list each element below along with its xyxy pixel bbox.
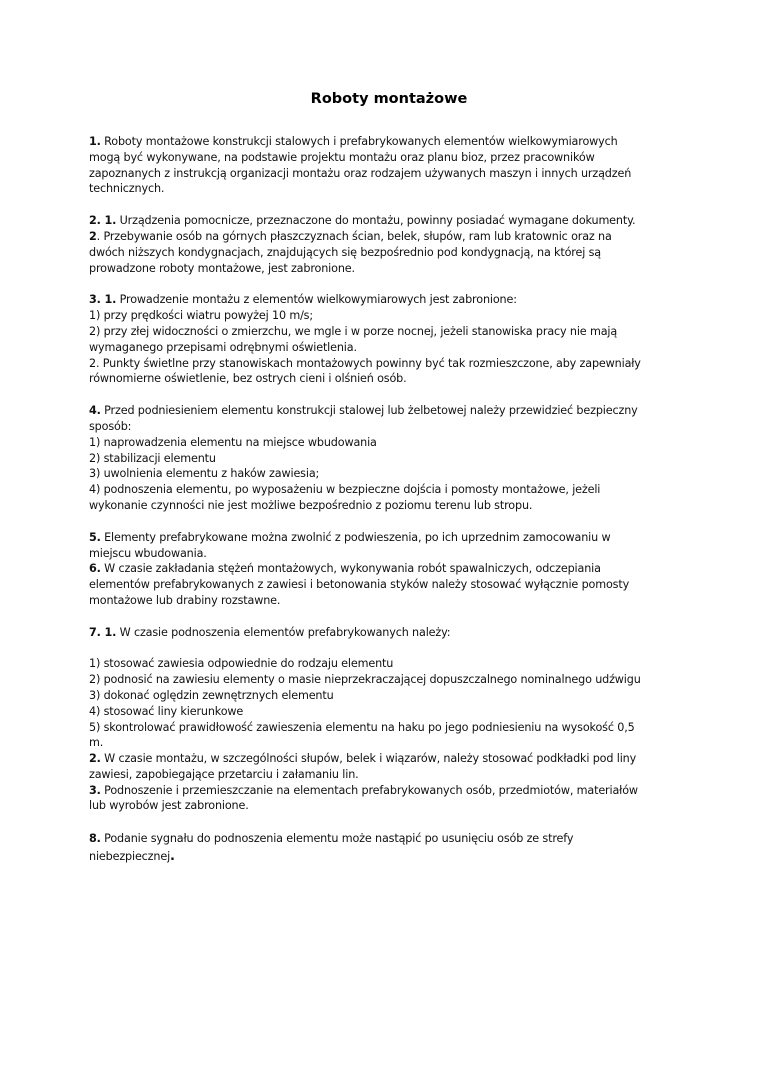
section-s2 [89,213,689,276]
paragraph-line [89,625,689,641]
paragraph-line [89,308,689,324]
line-text: elementów prefabrykowanych z zawiesi i betonowania styków należy stosować wyłącznie pomosty [89,578,630,592]
paragraph-line [89,403,689,419]
line-text: montażowe lub drabiny rozstawne. [89,593,281,607]
line-text: prowadzone roboty montażowe, jest zabronione. [89,261,355,275]
line-text: 3) uwolnienia elementu z haków zawiesia; [89,467,320,481]
paragraph-line [89,767,689,783]
item-number: 2. [89,752,101,766]
paragraph-line [89,688,689,704]
line-text: Urządzenia pomocnicze, przeznaczone do montażu, powinny posiadać wymagane dokumenty. [116,214,636,228]
document-title: Roboty montażowe [310,91,468,107]
paragraph-line [89,261,689,277]
item-number: 3. [89,783,101,797]
line-text: 2. Punkty świetlne przy stanowiskach montażowych powinny być tak rozmieszczone, aby zapewniały [89,356,641,370]
paragraph-line [89,356,689,372]
item-number: 2. 1. [89,214,117,228]
line-text: niebezpiecznej [89,850,171,864]
section-s1 [89,134,689,197]
line-text: W czasie zakładania stężeń montażowych, wykonywania robót spawalniczych, odczepiania [100,562,601,576]
paragraph-line [89,213,689,229]
paragraph-line [89,735,689,751]
line-text: sposób: [89,419,132,433]
paragraph-line [89,577,689,593]
item-number: 5. [89,530,101,544]
line-text: Podanie sygnału do podnoszenia elementu może nastąpić po usunięciu osób ze strefy [100,832,574,846]
paragraph-line [89,166,689,182]
line-text: lub wyrobów jest zabronione. [89,799,249,813]
line-text: 2) przy złej widoczności o zmierzchu, we mgle i w porze nocnej, jeżeli stanowiska pracy nie mają [89,324,618,338]
paragraph-line [89,419,689,435]
paragraph-line [89,830,689,848]
paragraph-line [89,229,689,245]
line-text: 3) dokonać oględzin zewnętrznych elementu [89,688,334,702]
item-number: 1. [89,135,101,148]
line-text: 1) stosować zawiesia odpowiednie do rodzaju elementu [89,657,394,671]
line-text: technicznych. [89,182,165,196]
line-text: miejscu wbudowania. [89,546,207,560]
line-text: dwóch niższych kondygnacjach, znajdujących się bezpośrednio pod kondygnacją, na której są [89,245,601,259]
line-text: m. [89,736,104,750]
paragraph-line [89,498,689,514]
line-text: 5) skontrolować prawidłowość zawieszenia elementu na haku po jego podniesieniu na wysokość 0,5 [89,720,635,734]
paragraph-line [89,530,689,546]
line-text: W czasie montażu, w szczególności słupów, belek i wiązarów, należy stosować podkładki pod liny [100,752,637,766]
line-text: 1) przy prędkości wiatru powyżej 10 m/s; [89,309,313,323]
paragraph-line [89,324,689,340]
paragraph-line [89,672,689,688]
line-text: równomierne oświetlenie, bez ostrych cieni i olśnień osób. [89,372,407,386]
blank-line [89,641,689,657]
section-s8 [89,830,689,866]
paragraph-line [89,134,689,150]
section-s5 [89,530,689,609]
paragraph-line [89,466,689,482]
paragraph-line [89,150,689,166]
line-text: Podnoszenie i przemieszczanie na elementach prefabrykowanych osób, przedmiotów, materiałów [100,783,638,797]
paragraph-line [89,751,689,767]
line-text: . Przebywanie osób na górnych płaszczyznach ścian, belek, słupów, ram lub kratownic oraz na [96,229,612,243]
paragraph-line [89,371,689,387]
line-text: wymaganego przepisami odrębnymi oświetlenia. [89,340,357,354]
line-end-period: . [170,849,175,865]
paragraph-line [89,340,689,356]
line-text: zapoznanych z instrukcją organizacji montażu oraz rodzajem używanych maszyn i innych urządzeń [89,166,632,180]
item-number: 6. [89,562,101,576]
paragraph-line [89,656,689,672]
document-body [89,134,689,866]
paragraph-line [89,783,689,799]
paragraph-line [89,593,689,609]
paragraph-line [89,482,689,498]
paragraph-line [89,435,689,451]
paragraph-line [89,292,689,308]
paragraph-line [89,546,689,562]
line-text: 2) podnosić na zawiesiu elementy o masie nieprzekraczającej dopuszczalnego nominalnego udźwigu [89,673,641,687]
line-text: mogą być wykonywane, na podstawie projektu montażu oraz planu bioz, przez pracowników [89,150,595,164]
item-number: 3. 1. [89,293,117,307]
document-page [89,88,689,882]
line-text: W czasie podnoszenia elementów prefabrykowanych należy: [116,625,451,639]
line-text: Elementy prefabrykowane można zwolnić z podwieszenia, po ich uprzednim zamocowaniu w [100,530,611,544]
line-text: 4) podnoszenia elementu, po wyposażeniu w bezpieczne dojścia i pomosty montażowe, jeżeli [89,483,601,497]
item-number: 7. 1. [89,625,117,639]
item-number: 8. [89,832,101,846]
section-s7 [89,625,689,815]
line-text: 4) stosować liny kierunkowe [89,704,244,718]
line-text: zawiesi, zapobiegające przetarciu i załamaniu lin. [89,767,359,781]
paragraph-line [89,720,689,736]
paragraph-line [89,451,689,467]
paragraph-line [89,798,689,814]
line-text: Prowadzenie montażu z elementów wielkowymiarowych jest zabronione: [116,293,517,307]
paragraph-line [89,181,689,197]
line-text: 2) stabilizacji elementu [89,451,216,465]
line-text: 1) naprowadzenia elementu na miejsce wbudowania [89,435,377,449]
paragraph-line [89,704,689,720]
section-s4 [89,403,689,514]
section-s3 [89,292,689,387]
line-text: Roboty montażowe konstrukcji stalowych i prefabrykowanych elementów wielkowymiarowych [100,135,618,148]
paragraph-line [89,848,689,866]
paragraph-line [89,561,689,577]
item-number: 2 [89,229,97,243]
line-text: wykonanie czynności nie jest możliwe bezpośrednio z poziomu terenu lub stropu. [89,498,533,512]
item-number: 4. [89,404,101,418]
paragraph-line [89,245,689,261]
line-text: Przed podniesieniem elementu konstrukcji stalowej lub żelbetowej należy przewidzieć bezpieczny [100,404,638,418]
